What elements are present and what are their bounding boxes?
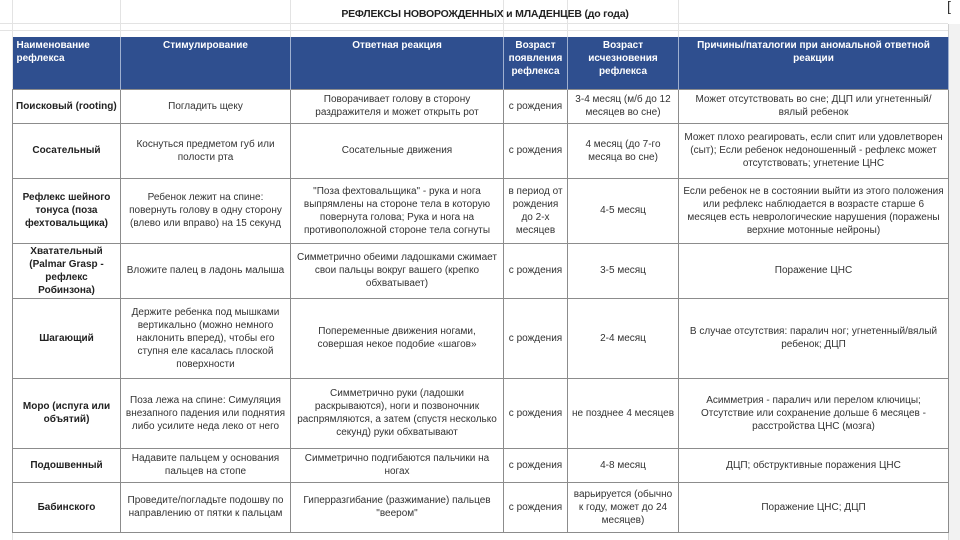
table-row <box>13 448 949 482</box>
age-disappear-cell: 3-4 месяц (м/б до 12 месяцев во сне) <box>568 89 679 123</box>
stimulus-cell: Держите ребенка под мышками вертикально (можно немного наклонить вперед), чтобы его ступня еле касалась плоской поверхности <box>121 298 291 378</box>
stimulus-cell: Вложите палец в ладонь малыша <box>121 243 291 298</box>
causes-cell: Может отсутствовать во сне; ДЦП или угнетенный/вялый ребенок <box>679 89 949 123</box>
response-cell: Гиперразгибание (разжимание) пальцев "веером" <box>291 482 504 532</box>
reflex-name: Поисковый (rooting) <box>13 89 121 123</box>
reflex-table <box>12 37 949 533</box>
reflex-name: Хватательный (Palmar Grasp - рефлекс Робинзона) <box>13 243 121 298</box>
stimulus-cell: Проведите/погладьте подошву по направлению от пятки к пальцам <box>121 482 291 532</box>
table-header-row <box>13 37 949 89</box>
table-row <box>13 89 949 123</box>
age-onset-cell: в период от рождения до 2-х месяцев <box>504 178 568 243</box>
age-onset-cell: с рождения <box>504 482 568 532</box>
reflex-name: Сосательный <box>13 123 121 178</box>
response-cell: Сосательные движения <box>291 123 504 178</box>
reflex-name: Моро (испуга или объятий) <box>13 378 121 448</box>
age-onset-cell: с рождения <box>504 123 568 178</box>
age-onset-cell: с рождения <box>504 243 568 298</box>
reflex-name: Рефлекс шейного тонуса (поза фехтовальщика) <box>13 178 121 243</box>
header-causes: Причины/паталогии при аномальной ответной реакции <box>679 37 949 89</box>
age-disappear-cell: варьируется (обычно к году, может до 24 месяцев) <box>568 482 679 532</box>
stimulus-cell: Коснуться предметом губ или полости рта <box>121 123 291 178</box>
response-cell: Симметрично руки (ладошки раскрываются), ноги и позвоночник распрямляются, а затем (спустя несколько секунд) руки обхватывают <box>291 378 504 448</box>
age-disappear-cell: 4-8 месяц <box>568 448 679 482</box>
document-title: РЕФЛЕКСЫ НОВОРОЖДЕННЫХ и МЛАДЕНЦЕВ (до года) <box>341 8 629 20</box>
causes-cell: Если ребенок не в состоянии выйти из этого положения или рефлекс наблюдается в возрасте старше 6 месяцев есть неврологические нарушения (поражены верхние мотонные нейроны) <box>679 178 949 243</box>
causes-cell: Асимметрия - паралич или перелом ключицы; Отсутствие или сохранение дольше 6 месяцев - расстройства ЦНС (мозга) <box>679 378 949 448</box>
stimulus-cell: Ребенок лежит на спине: повернуть голову в одну сторону (влево или вправо) на 15 секунд <box>121 178 291 243</box>
corner-bracket: [ <box>947 0 951 14</box>
reflex-name: Подошвенный <box>13 448 121 482</box>
reflex-name: Шагающий <box>13 298 121 378</box>
response-cell: "Поза фехтовальщика" - рука и нога выпрямлены на стороне тела в которую повернута голова; Рука и нога на противоположной стороне тела согнуты <box>291 178 504 243</box>
age-onset-cell: с рождения <box>504 298 568 378</box>
age-disappear-cell: не позднее 4 месяцев <box>568 378 679 448</box>
header-response: Ответная реакция <box>291 37 504 89</box>
causes-cell: Поражение ЦНС <box>679 243 949 298</box>
response-cell: Симметрично подгибаются пальчики на ногах <box>291 448 504 482</box>
causes-cell: Поражение ЦНС; ДЦП <box>679 482 949 532</box>
table-row <box>13 178 949 243</box>
scrollbar-track[interactable] <box>948 24 960 540</box>
stimulus-cell: Надавите пальцем у основания пальцев на стопе <box>121 448 291 482</box>
age-disappear-cell: 4-5 месяц <box>568 178 679 243</box>
response-cell: Поворачивает голову в сторону раздражителя и может открыть рот <box>291 89 504 123</box>
stimulus-cell: Погладить щеку <box>121 89 291 123</box>
header-age-disappear: Возраст исчезновения рефлекса <box>568 37 679 89</box>
age-disappear-cell: 3-5 месяц <box>568 243 679 298</box>
age-onset-cell: с рождения <box>504 378 568 448</box>
table-row <box>13 123 949 178</box>
response-cell: Попеременные движения ногами, совершая некое подобие «шагов» <box>291 298 504 378</box>
table-row <box>13 482 949 532</box>
age-onset-cell: с рождения <box>504 89 568 123</box>
header-name: Наименование рефлекса <box>13 37 121 89</box>
header-age-onset: Возраст появления рефлекса <box>504 37 568 89</box>
table-row <box>13 243 949 298</box>
causes-cell: Может плохо реагировать, если спит или удовлетворен (сыт); Если ребенок недоношенный - рефлекс может отсутствовать; угнетение ЦНС <box>679 123 949 178</box>
table-row <box>13 298 949 378</box>
table-row <box>13 378 949 448</box>
causes-cell: В случае отсутствия: паралич ног; угнетенный/вялый ребенок; ДЦП <box>679 298 949 378</box>
age-onset-cell: с рождения <box>504 448 568 482</box>
age-disappear-cell: 4 месяц (до 7-го месяца во сне) <box>568 123 679 178</box>
reflex-name: Бабинского <box>13 482 121 532</box>
causes-cell: ДЦП; обструктивные поражения ЦНС <box>679 448 949 482</box>
response-cell: Симметрично обеими ладошками сжимает свои пальцы вокруг вашего (крепко обхватывает) <box>291 243 504 298</box>
header-stimulus: Стимулирование <box>121 37 291 89</box>
age-disappear-cell: 2-4 месяц <box>568 298 679 378</box>
stimulus-cell: Поза лежа на спине: Симуляция внезапного падения или поднятия либо усилите неда леко от него <box>121 378 291 448</box>
